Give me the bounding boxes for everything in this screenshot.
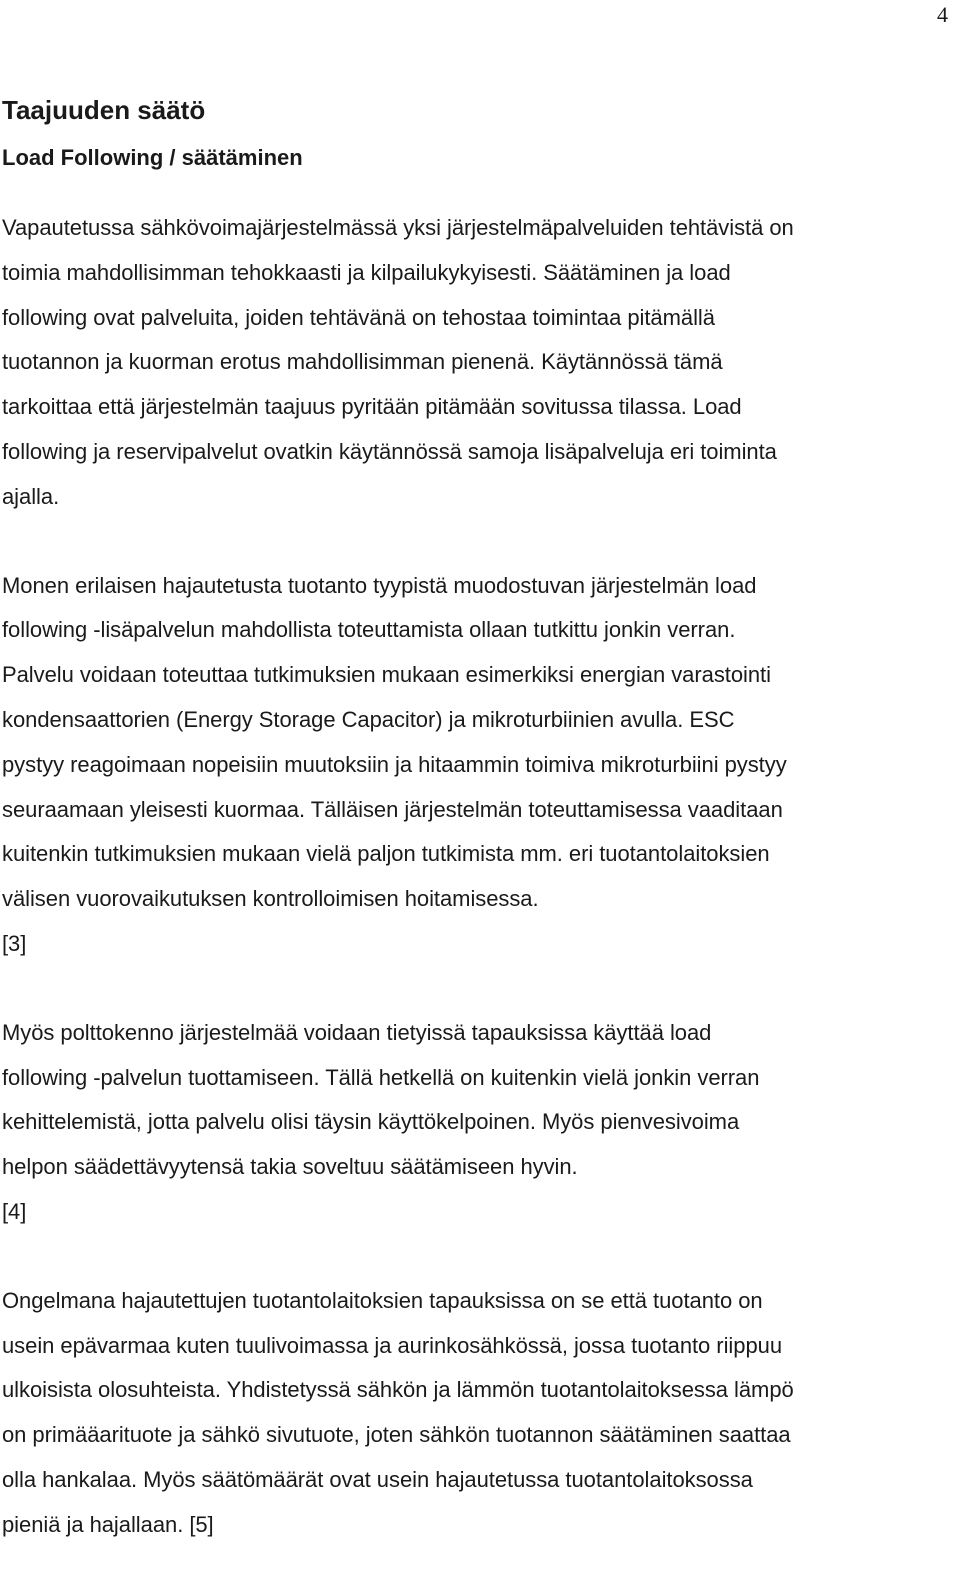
text-line: toimia mahdollisimman tehokkaasti ja kilpailukykyisesti. Säätäminen ja load (2, 259, 731, 285)
text-line: ulkoisista olosuhteista. Yhdistetyssä sähkön ja lämmön tuotantolaitoksessa lämpö (2, 1377, 794, 1403)
reference-citation: [4] (2, 1198, 27, 1224)
text-line: kondensaattorien (Energy Storage Capacitor) ja mikroturbiinien avulla. ESC (2, 706, 735, 732)
text-line: välisen vuorovaikutuksen kontrolloimisen hoitamisessa. (2, 886, 539, 912)
text-line: seuraamaan yleisesti kuormaa. Tälläisen järjestelmän toteuttamisessa vaaditaan (2, 796, 783, 822)
text-line: Palvelu voidaan toteuttaa tutkimuksien mukaan esimerkiksi energian varastointi (2, 662, 771, 688)
text-line: on primääarituote ja sähkö sivutuote, joten sähkön tuotannon säätäminen saattaa (2, 1422, 791, 1448)
text-line: tarkoittaa että järjestelmän taajuus pyritään pitämään sovitussa tilassa. Load (2, 394, 742, 420)
text-line: ajalla. (2, 483, 60, 509)
text-line: following ja reservipalvelut ovatkin käytännössä samoja lisäpalveluja eri toiminta (2, 438, 777, 464)
text-line: Ongelmana hajautettujen tuotantolaitoksien tapauksissa on se että tuotanto on (2, 1287, 763, 1313)
text-line: following -palvelun tuottamiseen. Tällä hetkellä on kuitenkin vielä jonkin verran (2, 1064, 760, 1090)
text-line: Vapautetussa sähkövoimajärjestelmässä yksi järjestelmäpalveluiden tehtävistä on (2, 215, 794, 240)
text-line: following -lisäpalvelun mahdollista toteuttamista ollaan tutkittu jonkin verran. (2, 617, 736, 643)
text-line: Myös polttokenno järjestelmää voidaan tietyissä tapauksissa käyttää load (2, 1019, 712, 1045)
text-line: usein epävarmaa kuten tuulivoimassa ja aurinkosähkössä, jossa tuotanto riippuu (2, 1332, 783, 1358)
text-line: following ovat palveluita, joiden tehtävänä on tehostaa toimintaa pitämällä (2, 304, 715, 330)
text-line: pystyy reagoimaan nopeisiin muutoksiin ja hitaammin toimiva mikroturbiini pystyy (2, 751, 787, 777)
text-line: kuitenkin tutkimuksien mukaan vielä paljon tutkimista mm. eri tuotantolaitoksien (2, 841, 770, 867)
paragraph-1 (2, 206, 947, 520)
text-line: tuotannon ja kuorman erotus mahdollisimman pienenä. Käytännössä tämä (2, 349, 723, 375)
text-line: kehittelemistä, jotta palvelu olisi täysin käyttökelpoinen. Myös pienvesivoima (2, 1109, 740, 1135)
section-subtitle: Load Following / säätäminen (2, 145, 303, 170)
page-number: 4 (937, 2, 948, 27)
text-line: helpon säädettävyytensä takia soveltuu säätämiseen hyvin. (2, 1154, 578, 1180)
text-line: Monen erilaisen hajautetusta tuotanto tyypistä muodostuvan järjestelmän load (2, 572, 757, 598)
reference-citation: [3] (2, 930, 27, 956)
document-body (2, 86, 947, 1548)
text-line: pieniä ja hajallaan. [5] (2, 1511, 214, 1537)
paragraph-3 (2, 1011, 947, 1235)
page-title: Taajuuden säätö (2, 95, 206, 125)
paragraph-2 (2, 564, 947, 967)
paragraph-4 (2, 1279, 947, 1548)
text-line: olla hankalaa. Myös säätömäärät ovat usein hajautetussa tuotantolaitoksossa (2, 1466, 753, 1492)
